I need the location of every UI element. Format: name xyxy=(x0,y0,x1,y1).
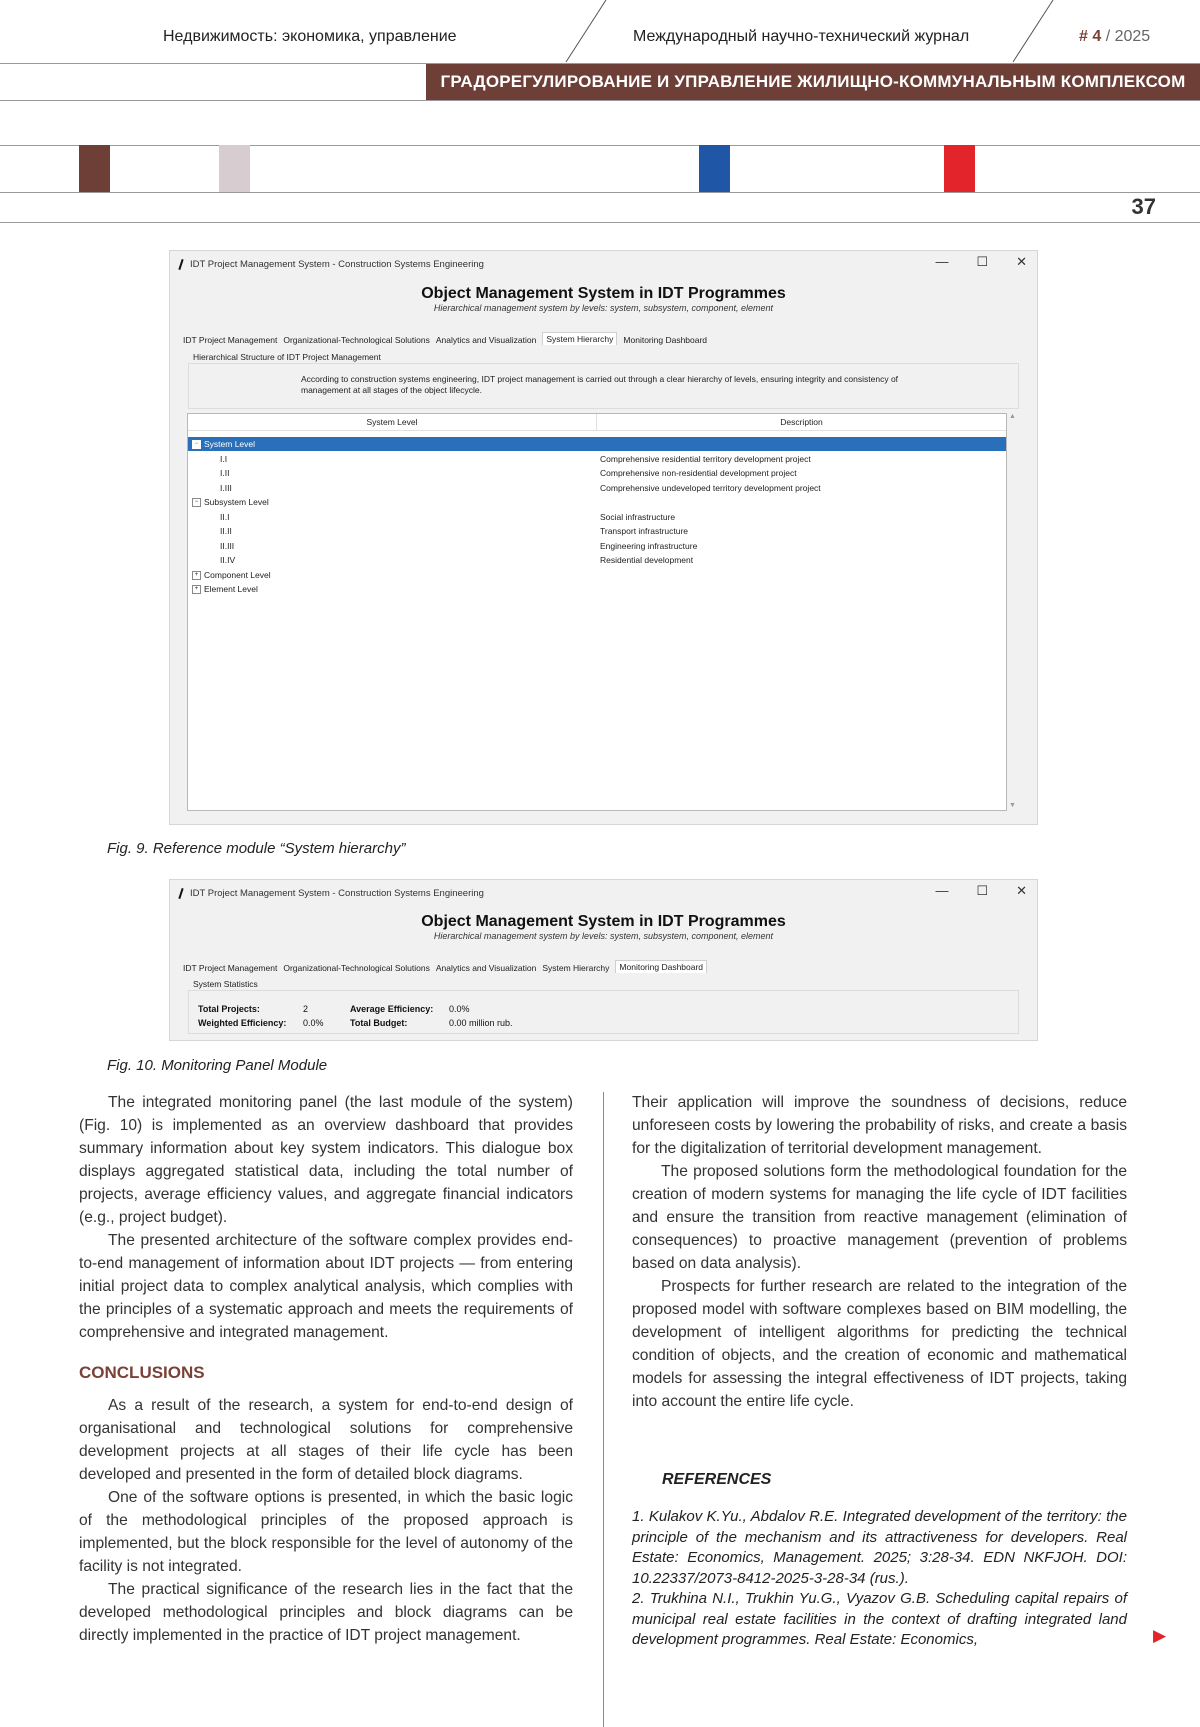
expand-icon[interactable]: + xyxy=(192,571,201,580)
issue-number: # 4 xyxy=(1079,28,1102,45)
issue-year: / 2025 xyxy=(1105,28,1151,45)
left-paragraph-1: The integrated monitoring panel (the last module of the system) (Fig. 10) is implemented as an overview dashboard that provides summary information about key system indicators. This dialogue box displays aggregated statistical data, including the total number of projects, average efficiency values, and aggregate financial indicators (e.g., project budget). xyxy=(79,1094,573,1226)
right-paragraph-3: Prospects for further research are related to the integration of the proposed model with software complexes based on BIM modelling, the development of intelligent algorithms for predicting the technical condition of objects, and the creation of economic and mathematical models for assessing the integral effectiveness of IDT projects, taking into account the entire life cycle. xyxy=(632,1278,1127,1410)
tree-row-description: Comprehensive residential territory development project xyxy=(600,453,811,464)
journal-type: Международный научно-технический журнал xyxy=(633,28,970,45)
reference-2: 2. Trukhina N.I., Trukhin Yu.G., Vyazov G.B. Scheduling capital repairs of municipal real estate facilities in the context of drafting integrated land development programmes. Real Estate: Economics, xyxy=(632,1590,1127,1648)
avg-efficiency-value: 0.0% xyxy=(449,1004,470,1014)
tree-row-label: II.II xyxy=(220,526,232,536)
fig9-app-title: Object Management System in IDT Programmes xyxy=(421,285,786,302)
fig10-app-subtitle: Hierarchical management system by levels: system, subsystem, component, element xyxy=(433,931,774,941)
tree-row[interactable] xyxy=(188,495,1006,509)
minimize-icon[interactable]: — xyxy=(935,254,949,269)
tree-row[interactable] xyxy=(188,539,1006,553)
reference-1: 1. Kulakov K.Yu., Abdalov R.E. Integrated development of the territory: the principle of the mechanism and its attractiveness for developers. Real Estate: Economics, Management. 2025; 3:28-34. EDN NKFJOH. DOI: 10.22337/2073-8412-2025-3-28-34 (rus.). xyxy=(632,1508,1127,1587)
next-page-arrow-icon[interactable]: ▶ xyxy=(1153,1626,1167,1645)
left-paragraph-4: One of the software options is presented, in which the basic logic of the methodological principles of the proposed approach is implemented, but the block responsible for the level of autonomy of the facility is not integrated. xyxy=(79,1489,573,1575)
tree-row-level xyxy=(192,495,269,509)
fig9-window-controls xyxy=(935,254,1027,270)
tree-row-level xyxy=(192,437,255,451)
header-rule-3 xyxy=(0,145,1200,146)
fig9-group-label: Hierarchical Structure of IDT Project Management xyxy=(193,352,381,362)
total-projects-label: Total Projects: xyxy=(198,1004,260,1014)
right-paragraph-1: Their application will improve the soundness of decisions, reduce unforeseen costs by lowering the probability of risks, and create a basis for the digitalization of territorial development management. xyxy=(632,1094,1127,1157)
total-budget-value: 0.00 million rub. xyxy=(449,1018,513,1028)
tab-idt-project-management[interactable]: IDT Project Management xyxy=(183,963,278,973)
right-column xyxy=(632,1091,1127,1413)
left-paragraph-5: The practical significance of the research lies in the fact that the developed methodological principles and block diagrams can be directly implemented in the practice of IDT project management. xyxy=(79,1581,573,1644)
maximize-icon[interactable]: ☐ xyxy=(976,883,989,898)
fig9-intro-text: According to construction systems engineering, IDT project management is carried out through a clear hierarchy of levels, ensuring integrity and consistency of management at all stages of the object lifecycle. xyxy=(301,374,899,395)
fig10-stats-box xyxy=(188,990,1019,1034)
tree-row[interactable] xyxy=(188,437,1006,451)
feather-icon xyxy=(178,887,183,898)
total-budget-label: Total Budget: xyxy=(350,1018,408,1028)
tree-row-level xyxy=(220,466,229,480)
avg-efficiency-label: Average Efficiency: xyxy=(350,1004,434,1014)
tree-row-label: I.III xyxy=(220,482,232,493)
tree-row-label: Component Level xyxy=(204,569,271,580)
fig9-caption: Fig. 9. Reference module “System hierarchy” xyxy=(107,840,406,857)
fig10-titlebar xyxy=(170,880,1037,906)
tree-row[interactable] xyxy=(188,466,1006,480)
tree-row-level xyxy=(192,582,258,596)
fig10-window-title: IDT Project Management System - Construction Systems Engineering xyxy=(190,887,484,899)
tab-monitoring-dashboard[interactable]: Monitoring Dashboard xyxy=(615,960,707,973)
fig9-screenshot xyxy=(169,250,1038,825)
fig10-app-title: Object Management System in IDT Programmes xyxy=(421,913,786,930)
tree-row-description: Social infrastructure xyxy=(600,511,676,522)
collapse-icon[interactable]: − xyxy=(192,498,201,507)
fig9-tree-view[interactable] xyxy=(187,413,1007,811)
tree-row-level xyxy=(220,553,235,567)
col-header-description[interactable]: Description xyxy=(780,417,823,427)
references-list xyxy=(632,1507,1127,1651)
tree-row[interactable] xyxy=(188,524,1006,538)
col-header-system-level[interactable]: System Level xyxy=(188,414,597,430)
tree-row-level xyxy=(192,568,271,582)
fig9-scrollbar[interactable] xyxy=(1006,413,1019,809)
total-projects-value: 2 xyxy=(303,1004,309,1014)
fig9-titlebar xyxy=(170,251,1037,277)
weighted-efficiency-value: 0.0% xyxy=(303,1018,324,1028)
tree-row[interactable] xyxy=(188,481,1006,495)
tab-monitoring-dashboard[interactable]: Monitoring Dashboard xyxy=(623,335,708,345)
tree-row-description: Engineering infrastructure xyxy=(600,540,698,551)
left-column xyxy=(79,1091,573,1647)
color-block-blue xyxy=(699,145,730,192)
fig10-tab-bar xyxy=(183,963,707,973)
expand-icon[interactable]: + xyxy=(192,585,201,594)
tree-row-description: Residential development xyxy=(600,555,694,565)
fig9-tab-bar xyxy=(183,335,707,345)
fig10-group-label: System Statistics xyxy=(193,979,258,989)
right-paragraph-2: The proposed solutions form the methodological foundation for the creation of modern systems for managing the life cycle of IDT facilities and ensure the transition from reactive management (elimination of consequences) to proactive management (prevention of problems based on data analysis). xyxy=(632,1163,1127,1272)
tree-row[interactable] xyxy=(188,568,1006,582)
tree-row[interactable] xyxy=(188,553,1006,567)
header-slash-1 xyxy=(566,0,606,62)
tree-row-description: Comprehensive non-residential development project xyxy=(600,468,797,478)
tree-row-level xyxy=(220,481,232,495)
color-block-red xyxy=(944,145,975,192)
tree-row-description: Comprehensive undeveloped territory development project xyxy=(600,482,821,493)
tab-system-hierarchy[interactable]: System Hierarchy xyxy=(542,332,617,345)
close-icon[interactable]: ✕ xyxy=(1016,883,1027,898)
tree-row-label: I.I xyxy=(220,453,228,464)
tree-row-label: Element Level xyxy=(204,584,258,594)
page-number: 37 xyxy=(1131,194,1156,219)
tree-row-level xyxy=(220,510,229,524)
fig9-app-subtitle: Hierarchical management system by levels: system, subsystem, component, element xyxy=(433,303,774,313)
left-paragraph-2: The presented architecture of the software complex provides end-to-end management of information about IDT projects — from entering initial project data to complex analytical analysis, which complies with the principles of a systematic approach and meets the requirements of comprehensive and integrated management. xyxy=(79,1232,573,1341)
fig10-screenshot xyxy=(169,879,1038,1041)
journal-title-ru: Недвижимость: экономика, управление xyxy=(163,28,457,45)
scroll-up-icon[interactable]: ▲ xyxy=(1009,413,1016,420)
scroll-down-icon[interactable]: ▼ xyxy=(1009,802,1016,809)
color-block-pink xyxy=(219,145,250,192)
close-icon[interactable]: ✕ xyxy=(1016,254,1027,269)
tree-row[interactable] xyxy=(188,582,1006,596)
tree-row-level xyxy=(220,452,227,466)
tab-system-hierarchy[interactable]: System Hierarchy xyxy=(542,963,610,973)
tree-row[interactable] xyxy=(188,510,1006,524)
tab-org-tech-solutions[interactable]: Organizational-Technological Solutions xyxy=(283,335,430,345)
color-block-brown xyxy=(79,145,110,192)
tree-row-level xyxy=(220,524,232,538)
tree-row-label: II.III xyxy=(220,540,235,551)
fig10-window-controls xyxy=(935,883,1027,899)
tree-row-label: Subsystem Level xyxy=(204,497,269,507)
feather-icon xyxy=(178,258,183,269)
tab-org-tech-solutions[interactable]: Organizational-Technological Solutions xyxy=(283,963,430,973)
tab-analytics[interactable]: Analytics and Visualization xyxy=(435,335,537,345)
collapse-icon[interactable]: − xyxy=(192,440,201,449)
tab-analytics[interactable]: Analytics and Visualization xyxy=(435,963,537,973)
tree-row-description: Transport infrastructure xyxy=(600,526,689,536)
weighted-efficiency-label: Weighted Efficiency: xyxy=(198,1018,287,1028)
conclusions-heading: CONCLUSIONS xyxy=(79,1363,205,1382)
tree-row-label: II.IV xyxy=(220,555,236,565)
header-rule-5 xyxy=(0,222,1200,223)
tree-row[interactable] xyxy=(188,452,1006,466)
minimize-icon[interactable]: — xyxy=(935,883,949,898)
tree-row-label: II.I xyxy=(220,511,230,522)
fig10-caption: Fig. 10. Monitoring Panel Module xyxy=(107,1057,328,1074)
fig9-intro-box xyxy=(188,363,1019,409)
tree-row-label: System Level xyxy=(204,439,256,449)
section-banner: ГРАДОРЕГУЛИРОВАНИЕ И УПРАВЛЕНИЕ ЖИЛИЩНО-КОММУНАЛЬНЫМ КОМПЛЕКСОМ xyxy=(426,64,1200,100)
maximize-icon[interactable]: ☐ xyxy=(976,254,989,269)
header-rule-4 xyxy=(0,192,1200,193)
left-paragraph-3: As a result of the research, a system for end-to-end design of organisational and technological solutions for comprehensive development projects at all stages of their life cycle has been developed and presented in the form of detailed block diagrams. xyxy=(79,1397,573,1483)
tree-row-label: I.II xyxy=(220,468,230,478)
header-slash-2 xyxy=(1013,0,1053,62)
header-rule-2 xyxy=(0,100,1200,101)
references-heading: REFERENCES xyxy=(662,1471,772,1488)
column-divider xyxy=(603,1092,604,1727)
fig9-tree-header xyxy=(188,414,1006,431)
header-slashes xyxy=(0,0,1200,64)
fig9-window-title: IDT Project Management System - Construction Systems Engineering xyxy=(190,258,484,270)
tab-idt-project-management[interactable]: IDT Project Management xyxy=(183,335,278,345)
tree-row-level xyxy=(220,539,234,553)
